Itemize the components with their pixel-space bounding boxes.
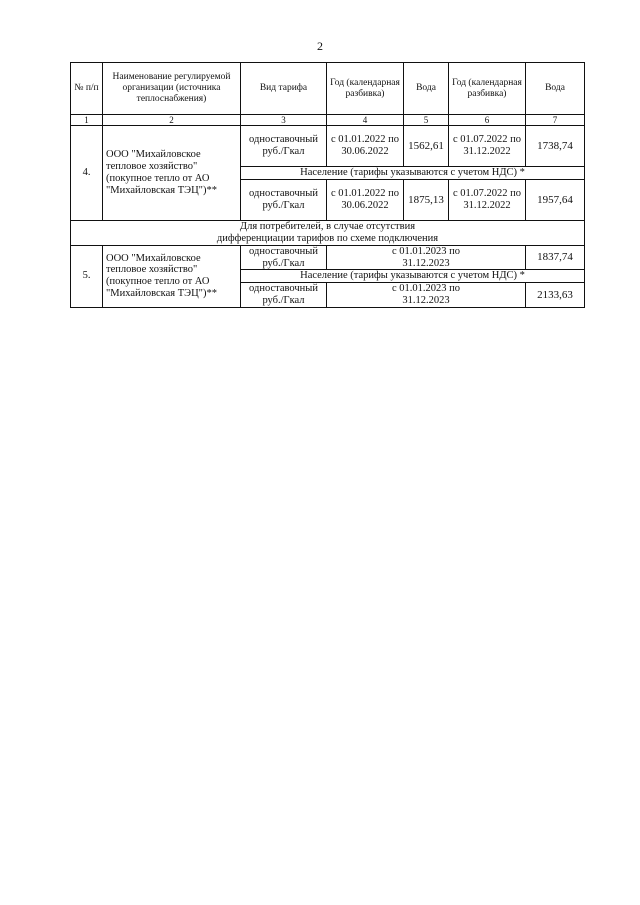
period: с 01.07.2022 по 31.12.2022 [449,126,526,167]
period: с 01.01.2023 по 31.12.2023 [327,283,526,308]
column-number-row [71,115,585,126]
page-number: 2 [317,39,323,53]
header-organization: Наименование регулируемой организации (источника теплоснабжения) [103,63,241,115]
row-number: 5. [71,245,103,307]
tariff-value: 1837,74 [526,245,585,270]
tariff-type: одноставочный руб./Гкал [241,283,327,308]
row-number: 4. [71,126,103,221]
tariff-table [70,62,585,308]
column-number: 2 [103,115,241,126]
table-row [71,245,585,270]
header-row [71,63,585,115]
header-year-2: Год (календарная разбивка) [449,63,526,115]
section-note: Для потребителей, в случае отсутствия дифференциации тарифов по схеме подключения [71,220,585,245]
tariff-value: 2133,63 [526,283,585,308]
column-number: 7 [526,115,585,126]
tariff-type: одноставочный руб./Гкал [241,245,327,270]
header-num: № п/п [71,63,103,115]
tariff-value: 1562,61 [404,126,449,167]
period: с 01.01.2022 по 30.06.2022 [327,179,404,220]
column-number: 6 [449,115,526,126]
period: с 01.01.2022 по 30.06.2022 [327,126,404,167]
column-number: 1 [71,115,103,126]
population-note: Население (тарифы указываются с учетом НДС) * [241,167,585,180]
table-row [71,126,585,167]
period: с 01.07.2022 по 31.12.2022 [449,179,526,220]
period: с 01.01.2023 по 31.12.2023 [327,245,526,270]
column-number: 3 [241,115,327,126]
tariff-value: 1957,64 [526,179,585,220]
header-tariff-type: Вид тарифа [241,63,327,115]
tariff-type: одноставочный руб./Гкал [241,126,327,167]
header-water-1: Вода [404,63,449,115]
tariff-type: одноставочный руб./Гкал [241,179,327,220]
column-number: 4 [327,115,404,126]
header-water-2: Вода [526,63,585,115]
organization-name: ООО "Михайловское тепловое хозяйство" (покупное тепло от АО "Михайловская ТЭЦ")** [103,245,241,307]
header-year-1: Год (календарная разбивка) [327,63,404,115]
column-number: 5 [404,115,449,126]
organization-name: ООО "Михайловское тепловое хозяйство" (покупное тепло от АО "Михайловская ТЭЦ")** [103,126,241,221]
population-note: Население (тарифы указываются с учетом НДС) * [241,270,585,283]
section-note-row [71,220,585,245]
tariff-value: 1738,74 [526,126,585,167]
tariff-value: 1875,13 [404,179,449,220]
